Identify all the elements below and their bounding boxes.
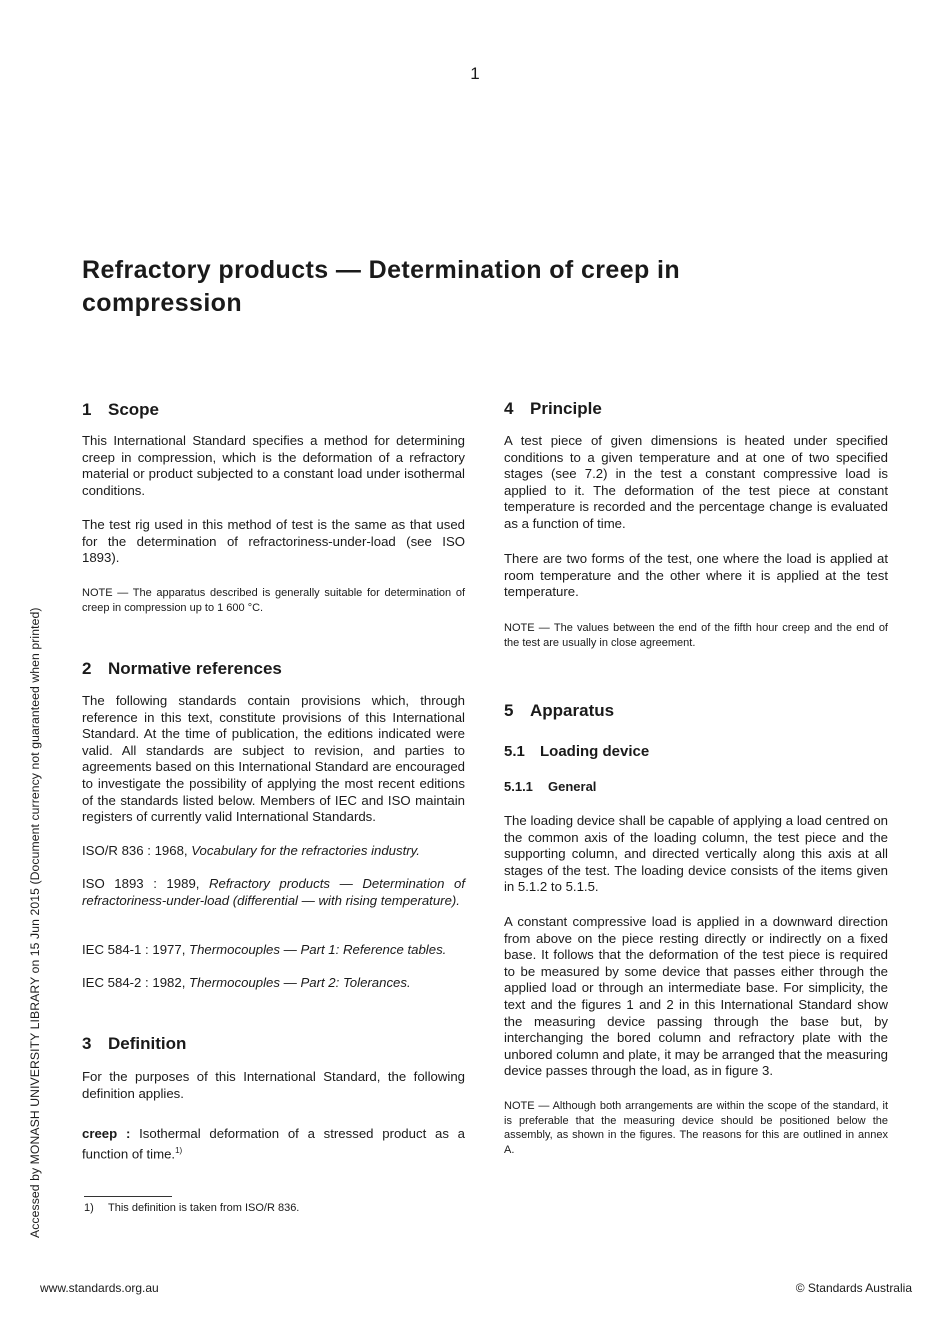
definition-paragraph: For the purposes of this International Standard, the following definition applies. (82, 1069, 465, 1101)
reference-iso-1893: ISO 1893 : 1989, Refractory products — Determination of refractoriness-under-load (differential — with rising temperature). (82, 876, 465, 908)
scope-note: NOTE — The apparatus described is generally suitable for determination of creep in compression up to 1 600 °C. (82, 587, 465, 614)
scope-paragraph-2: The test rig used in this method of test is the same as that used for the determination of refractoriness-under-load (see ISO 1893). (82, 517, 465, 566)
heading-definition: 3 Definition (82, 1034, 187, 1053)
reference-iec-584-1: IEC 584-1 : 1977, Thermocouples — Part 1: Reference tables. (82, 942, 447, 957)
footnote: 1) This definition is taken from ISO/R 836. (84, 1202, 300, 1214)
heading-general: 5.1.1 General (504, 779, 597, 794)
principle-paragraph-1: A test piece of given dimensions is heated under specified conditions to a given temperature and at one of two specified stages (see 7.2) in the test a constant compressive load is applied to it. The deformation of the test piece at constant temperature is recorded and the percentage change is evaluated as a function of time. (504, 433, 888, 531)
footer-copyright: © Standards Australia (795, 1281, 912, 1295)
principle-note: NOTE — The values between the end of the fifth hour creep and the end of the test are usually in close agreement. (504, 622, 888, 649)
heading-apparatus: 5 Apparatus (504, 701, 615, 720)
footnote-marker: 1) (175, 1145, 183, 1155)
heading-loading-device: 5.1 Loading device (504, 743, 650, 760)
page-number: 1 (470, 64, 480, 83)
reference-iso-r-836: ISO/R 836 : 1968, Vocabulary for the refractories industry. (82, 843, 420, 858)
definition-creep: creep : Isothermal deformation of a stressed product as a function of time.$^{1)}$ (82, 1126, 466, 1161)
heading-principle: 4 Principle (504, 399, 602, 418)
heading-scope: 1 Scope (82, 400, 160, 419)
apparatus-note: NOTE — Although both arrangements are within the scope of the standard, it is preferable that the measuring device should be positioned below the assembly, as shown in the figures. The reasons for this are outlined in annex A. (504, 1100, 888, 1156)
general-paragraph-1: The loading device shall be capable of applying a load centred on the common axis of the loading column, the test piece and the supporting column, and directed vertically along this axis at all stages of the test. The loading device consists of the items given in 5.1.2 to 5.1.5. (504, 813, 888, 895)
scope-paragraph-1: This International Standard specifies a method for determining creep in compression, which is the deformation of a refractory material or product subjected to a constant load under isothermal conditions. (82, 433, 465, 498)
access-sidebar-text: Accessed by MONASH UNIVERSITY LIBRARY on 15 Jun 2015 (Document currency not guaranteed when printed) (28, 607, 42, 1238)
heading-normative-references: 2 Normative references (82, 659, 282, 678)
definition-term: creep : (82, 1126, 131, 1141)
footnote-divider (84, 1196, 172, 1197)
principle-paragraph-2: There are two forms of the test, one where the load is applied at room temperature and the other where it is applied at the test temperature. (504, 551, 888, 600)
footer-website: www.standards.org.au (40, 1281, 159, 1295)
general-paragraph-2: A constant compressive load is applied in a downward direction from above on the piece resting directly or indirectly on a fixed base. It follows that the deformation of the test piece is required to be measured by some device that passes either through the applied load or through an intermediate base. For simplicity, the text and the figures 1 and 2 in this International Standard show the measuring device passing through the base but, by interchanging the bored column and refractory plate with the unbored column and plate, it may be arranged that the measuring device passes through the load, as in figure 3. (504, 914, 888, 1079)
document-title: Refractory products — Determination of creep in compression (82, 256, 681, 317)
normative-paragraph: The following standards contain provisions which, through reference in this text, constitute provisions of this International Standard. At the time of publication, the editions indicated were valid. All standards are subject to revision, and parties to agreements based on this International Standard are encouraged to investigate the possibility of applying the most recent editions of the standards listed below. Members of IEC and ISO maintain registers of currently valid International Standards. (82, 693, 465, 825)
reference-iec-584-2: IEC 584-2 : 1982, Thermocouples — Part 2: Tolerances. (82, 975, 411, 990)
